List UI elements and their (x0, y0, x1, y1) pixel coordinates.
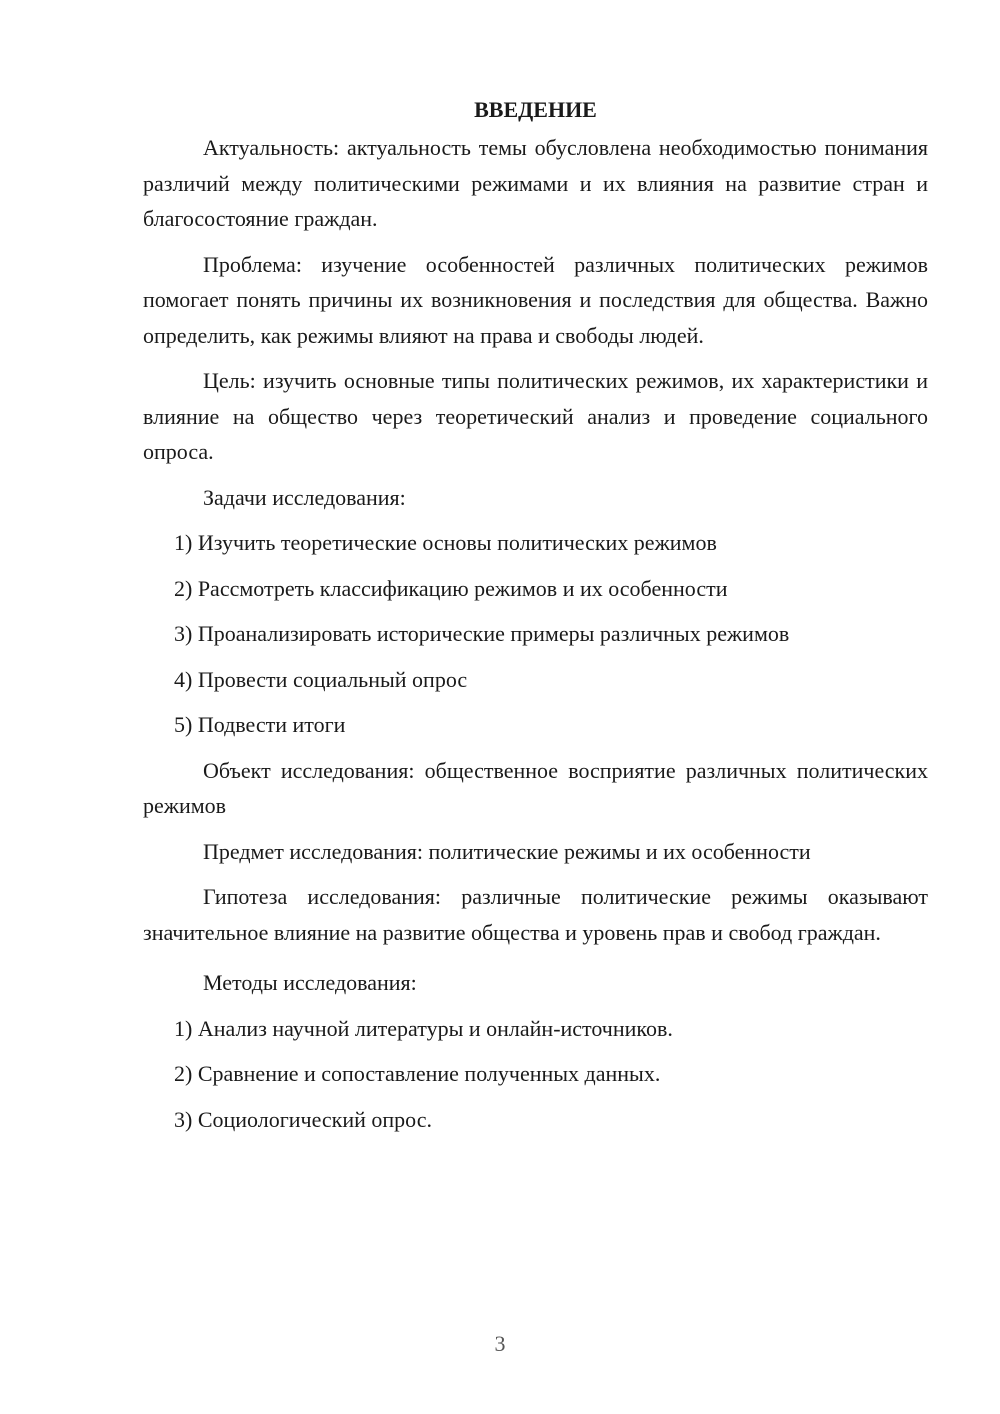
document-page (143, 92, 928, 1147)
object-paragraph: Объект исследования: общественное восприятие различных политических режимов (143, 757, 928, 818)
tasks-title: Задачи исследования: (203, 484, 406, 510)
page-number: 3 (494, 1331, 506, 1356)
task-item: 3) Проанализировать исторические примеры различных режимов (174, 621, 790, 646)
method-item: 2) Сравнение и сопоставление полученных данных. (174, 1061, 661, 1086)
methods-title: Методы исследования: (203, 970, 417, 995)
relevance-paragraph: Актуальность: актуальность темы обусловлена необходимостью понимания различий между политическими режимами и их влияния на развитие стран и благосостояние граждан. (143, 135, 928, 231)
method-item: 3) Социологический опрос. (174, 1106, 432, 1132)
task-item: 4) Провести социальный опрос (174, 666, 468, 692)
task-item: 5) Подвести итоги (174, 712, 346, 737)
problem-paragraph: Проблема: изучение особенностей различных политических режимов помогает понять причины их возникновения и последствия для общества. Важно определить, как режимы влияют на права и свободы людей. (143, 251, 928, 348)
subject-paragraph: Предмет исследования: политические режимы и их особенности (203, 838, 811, 864)
goal-paragraph: Цель: изучить основные типы политических режимов, их характеристики и влияние на общество через теоретический анализ и проведение социального опроса. (143, 368, 928, 464)
method-item: 1) Анализ научной литературы и онлайн-источников. (174, 1015, 673, 1041)
task-item: 1) Изучить теоретические основы политических режимов (174, 530, 717, 555)
hypothesis-paragraph: Гипотеза исследования: различные политические режимы оказывают значительное влияние на развитие общества и уровень прав и свобод граждан. (143, 884, 928, 945)
task-item: 2) Рассмотреть классификацию режимов и их особенности (174, 575, 728, 601)
section-heading: ВВЕДЕНИЕ (474, 97, 597, 122)
